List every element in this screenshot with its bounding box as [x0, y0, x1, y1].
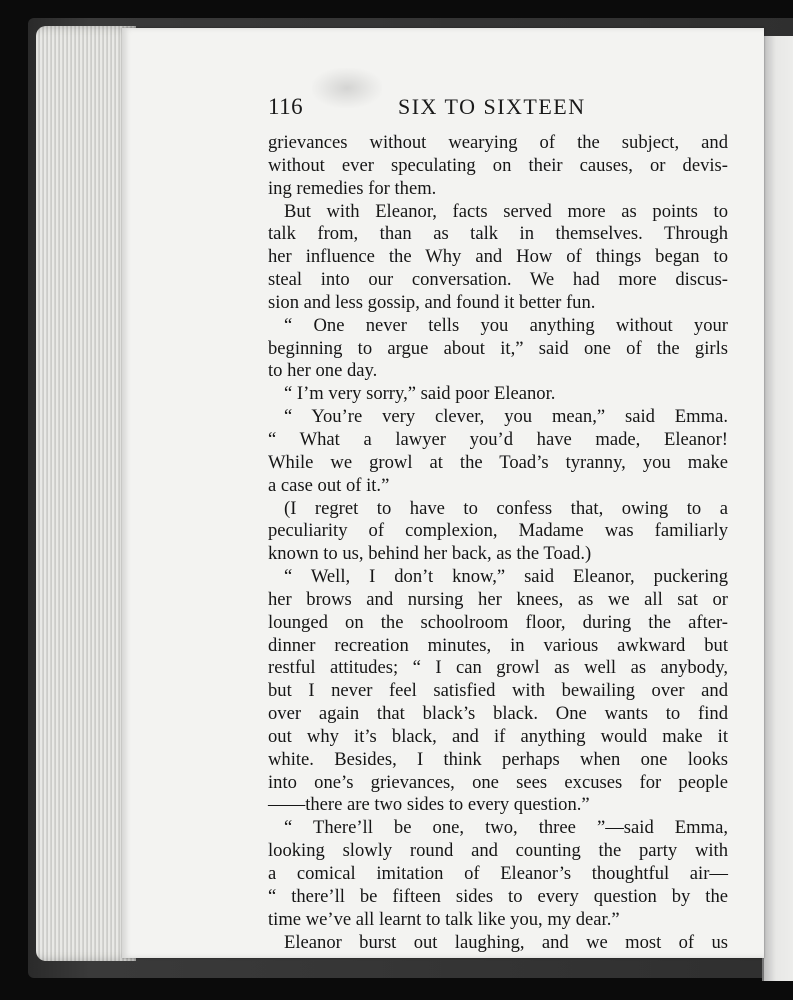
text-line: ing remedies for them. [268, 177, 437, 199]
text-line: time we’ve all learnt to talk like you, my dear.” [268, 908, 620, 930]
text-line: a comical imitation of Eleanor’s thoughtful air— [268, 863, 728, 884]
text-line: to her one day. [268, 360, 378, 382]
text-line: ——there are two sides to every question.” [268, 794, 590, 816]
text-line: restful attitudes; “ I can growl as well as anybody, [268, 657, 728, 679]
text-line: “ What a lawyer you’d have made, Eleanor! [268, 428, 728, 450]
text-line: peculiarity of complexion, Madame was familiarly [268, 520, 728, 542]
text-line: “ There’ll be one, two, three ”—said Emma, [284, 817, 728, 839]
text-line: her influence the Why and How of things began to [268, 246, 728, 268]
text-line: known to us, behind her back, as the Toad.) [268, 543, 592, 565]
text-line: “ One never tells you anything without your [284, 314, 728, 336]
text-line: “ I’m very sorry,” said poor Eleanor. [284, 383, 556, 405]
facing-page-edge [762, 36, 793, 981]
text-line: her brows and nursing her knees, as we all sat or [268, 588, 728, 610]
body-text [268, 132, 728, 954]
page-header [268, 94, 728, 124]
text-line: sion and less gossip, and found it better fun. [268, 291, 596, 313]
text-line: While we growl at the Toad’s tyranny, you make [268, 451, 728, 473]
text-line: But with Eleanor, facts served more as points to [284, 200, 728, 222]
text-line: talk from, than as talk in themselves. Through [268, 223, 728, 245]
text-line: beginning to argue about it,” said one of the girls [268, 337, 728, 359]
text-line: steal into our conversation. We had more discus- [268, 269, 728, 291]
text-line: lounged on the schoolroom floor, during the after- [268, 611, 728, 633]
text-line: a case out of it.” [268, 474, 390, 496]
text-line: but I never feel satisfied with bewailing over and [268, 680, 728, 702]
text-line: white. Besides, I think perhaps when one looks [268, 748, 728, 770]
text-line: “ there’ll be fifteen sides to every question by the [268, 885, 728, 907]
text-line: grievances without wearying of the subject, and [268, 132, 728, 153]
text-line: (I regret to have to confess that, owing to a [284, 497, 728, 519]
text-line: “ Well, I don’t know,” said Eleanor, puckering [284, 566, 728, 588]
page-edges [36, 26, 136, 961]
text-line: “ You’re very clever, you mean,” said Emma. [284, 406, 728, 428]
text-line: into one’s grievances, one sees excuses for people [268, 771, 728, 793]
text-line: dinner recreation minutes, in various awkward but [268, 634, 728, 656]
running-title: SIX TO SIXTEEN [398, 94, 586, 119]
page-number: 116 [268, 94, 304, 119]
text-line: Eleanor burst out laughing, and we most of us [284, 931, 728, 953]
text-line: over again that black’s black. One wants to find [268, 703, 728, 725]
text-line: out why it’s black, and if anything would make it [268, 725, 728, 747]
text-line: looking slowly round and counting the party with [268, 840, 728, 862]
text-line: without ever speculating on their causes, or devis- [268, 154, 728, 176]
